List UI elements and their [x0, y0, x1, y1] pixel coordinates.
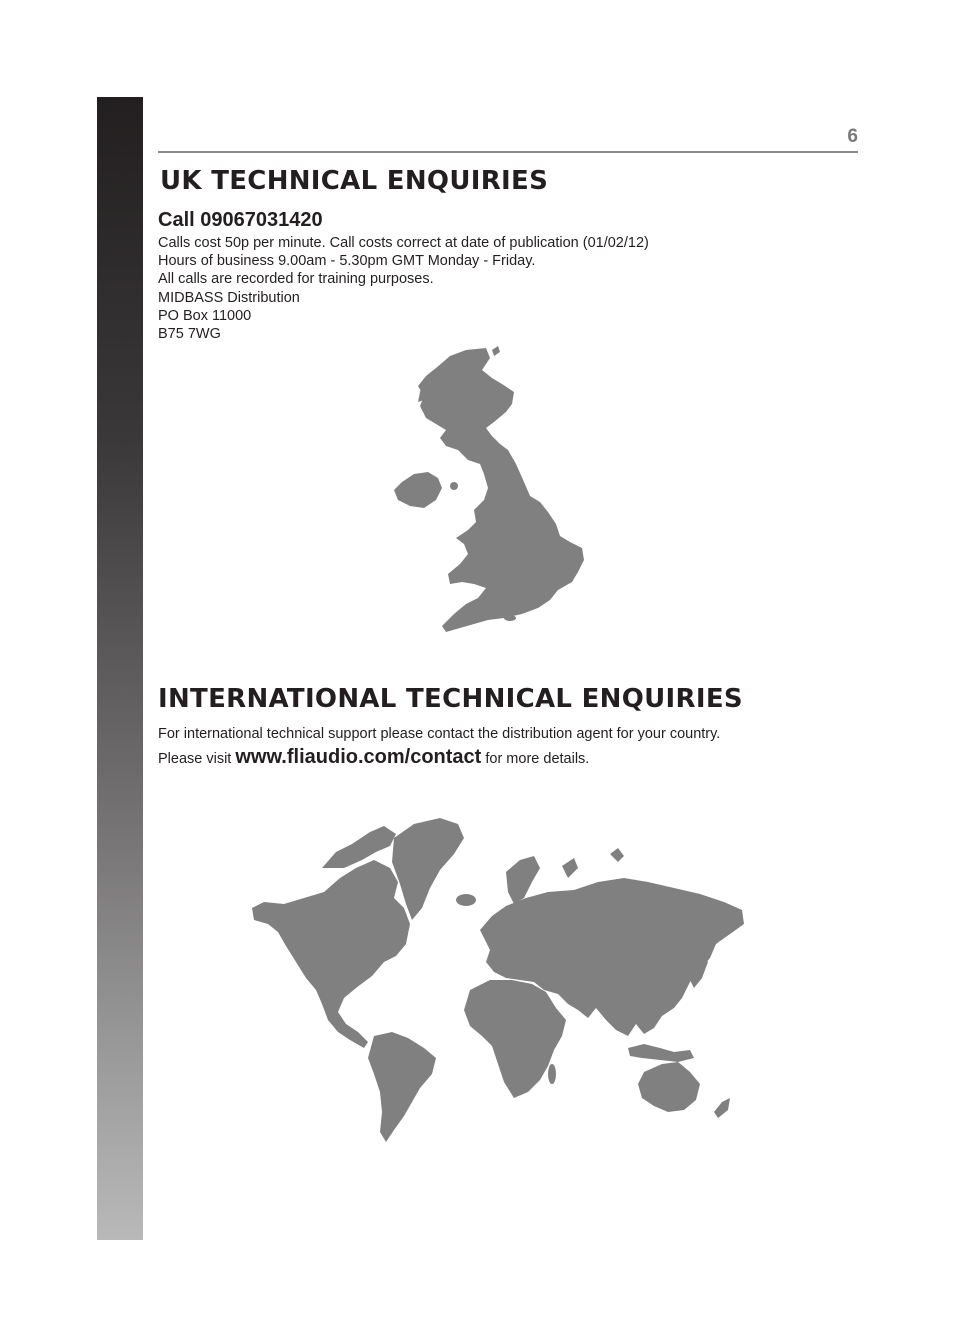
international-visit-line [158, 746, 589, 769]
novaya-zemlya-shape [562, 858, 578, 878]
page-number: 6 [847, 126, 858, 147]
uk-line-recorded: All calls are recorded for training purposes. [158, 271, 434, 288]
uk-heading: UK TECHNICAL ENQUIRIES [160, 166, 549, 196]
indonesia-shape [628, 1044, 694, 1062]
uk-line-pobox: PO Box 11000 [158, 307, 252, 324]
international-heading: INTERNATIONAL TECHNICAL ENQUIRIES [158, 684, 743, 714]
visit-suffix: for more details. [485, 751, 590, 767]
uk-call-number: Call 09067031420 [158, 209, 323, 231]
uk-line-postcode: B75 7WG [158, 326, 221, 343]
madagascar-shape [548, 1064, 556, 1084]
greenland-shape [392, 818, 464, 920]
visit-prefix: Please visit [158, 751, 232, 767]
world-map-icon [244, 812, 750, 1144]
contact-url-link[interactable]: www.fliaudio.com/contact [235, 746, 482, 768]
great-britain-shape [418, 348, 584, 632]
new-zealand-shape [714, 1098, 730, 1118]
northern-ireland-shape [394, 472, 442, 508]
arctic-islands-shape [322, 826, 396, 868]
north-america-shape [252, 860, 410, 1048]
south-america-shape [368, 1032, 436, 1142]
uk-line-cost: Calls cost 50p per minute. Call costs correct at date of publication (01/02/12) [158, 235, 649, 251]
header-rule [158, 151, 858, 153]
isle-of-man-shape [450, 482, 458, 490]
uk-line-hours: Hours of business 9.00am - 5.30pm GMT Monday - Friday. [158, 253, 536, 270]
uk-map-icon [388, 346, 588, 641]
siberian-islands-shape [610, 848, 624, 862]
northern-isles-shape [492, 346, 500, 356]
iceland-shape [456, 894, 476, 906]
international-support-text: For international technical support please contact the distribution agent for your country. [158, 726, 721, 742]
uk-line-company: MIDBASS Distribution [158, 289, 300, 306]
uk-contact-details [158, 234, 649, 343]
side-bar [97, 97, 143, 1240]
australia-shape [638, 1062, 700, 1112]
isle-of-wight-shape [504, 615, 516, 621]
